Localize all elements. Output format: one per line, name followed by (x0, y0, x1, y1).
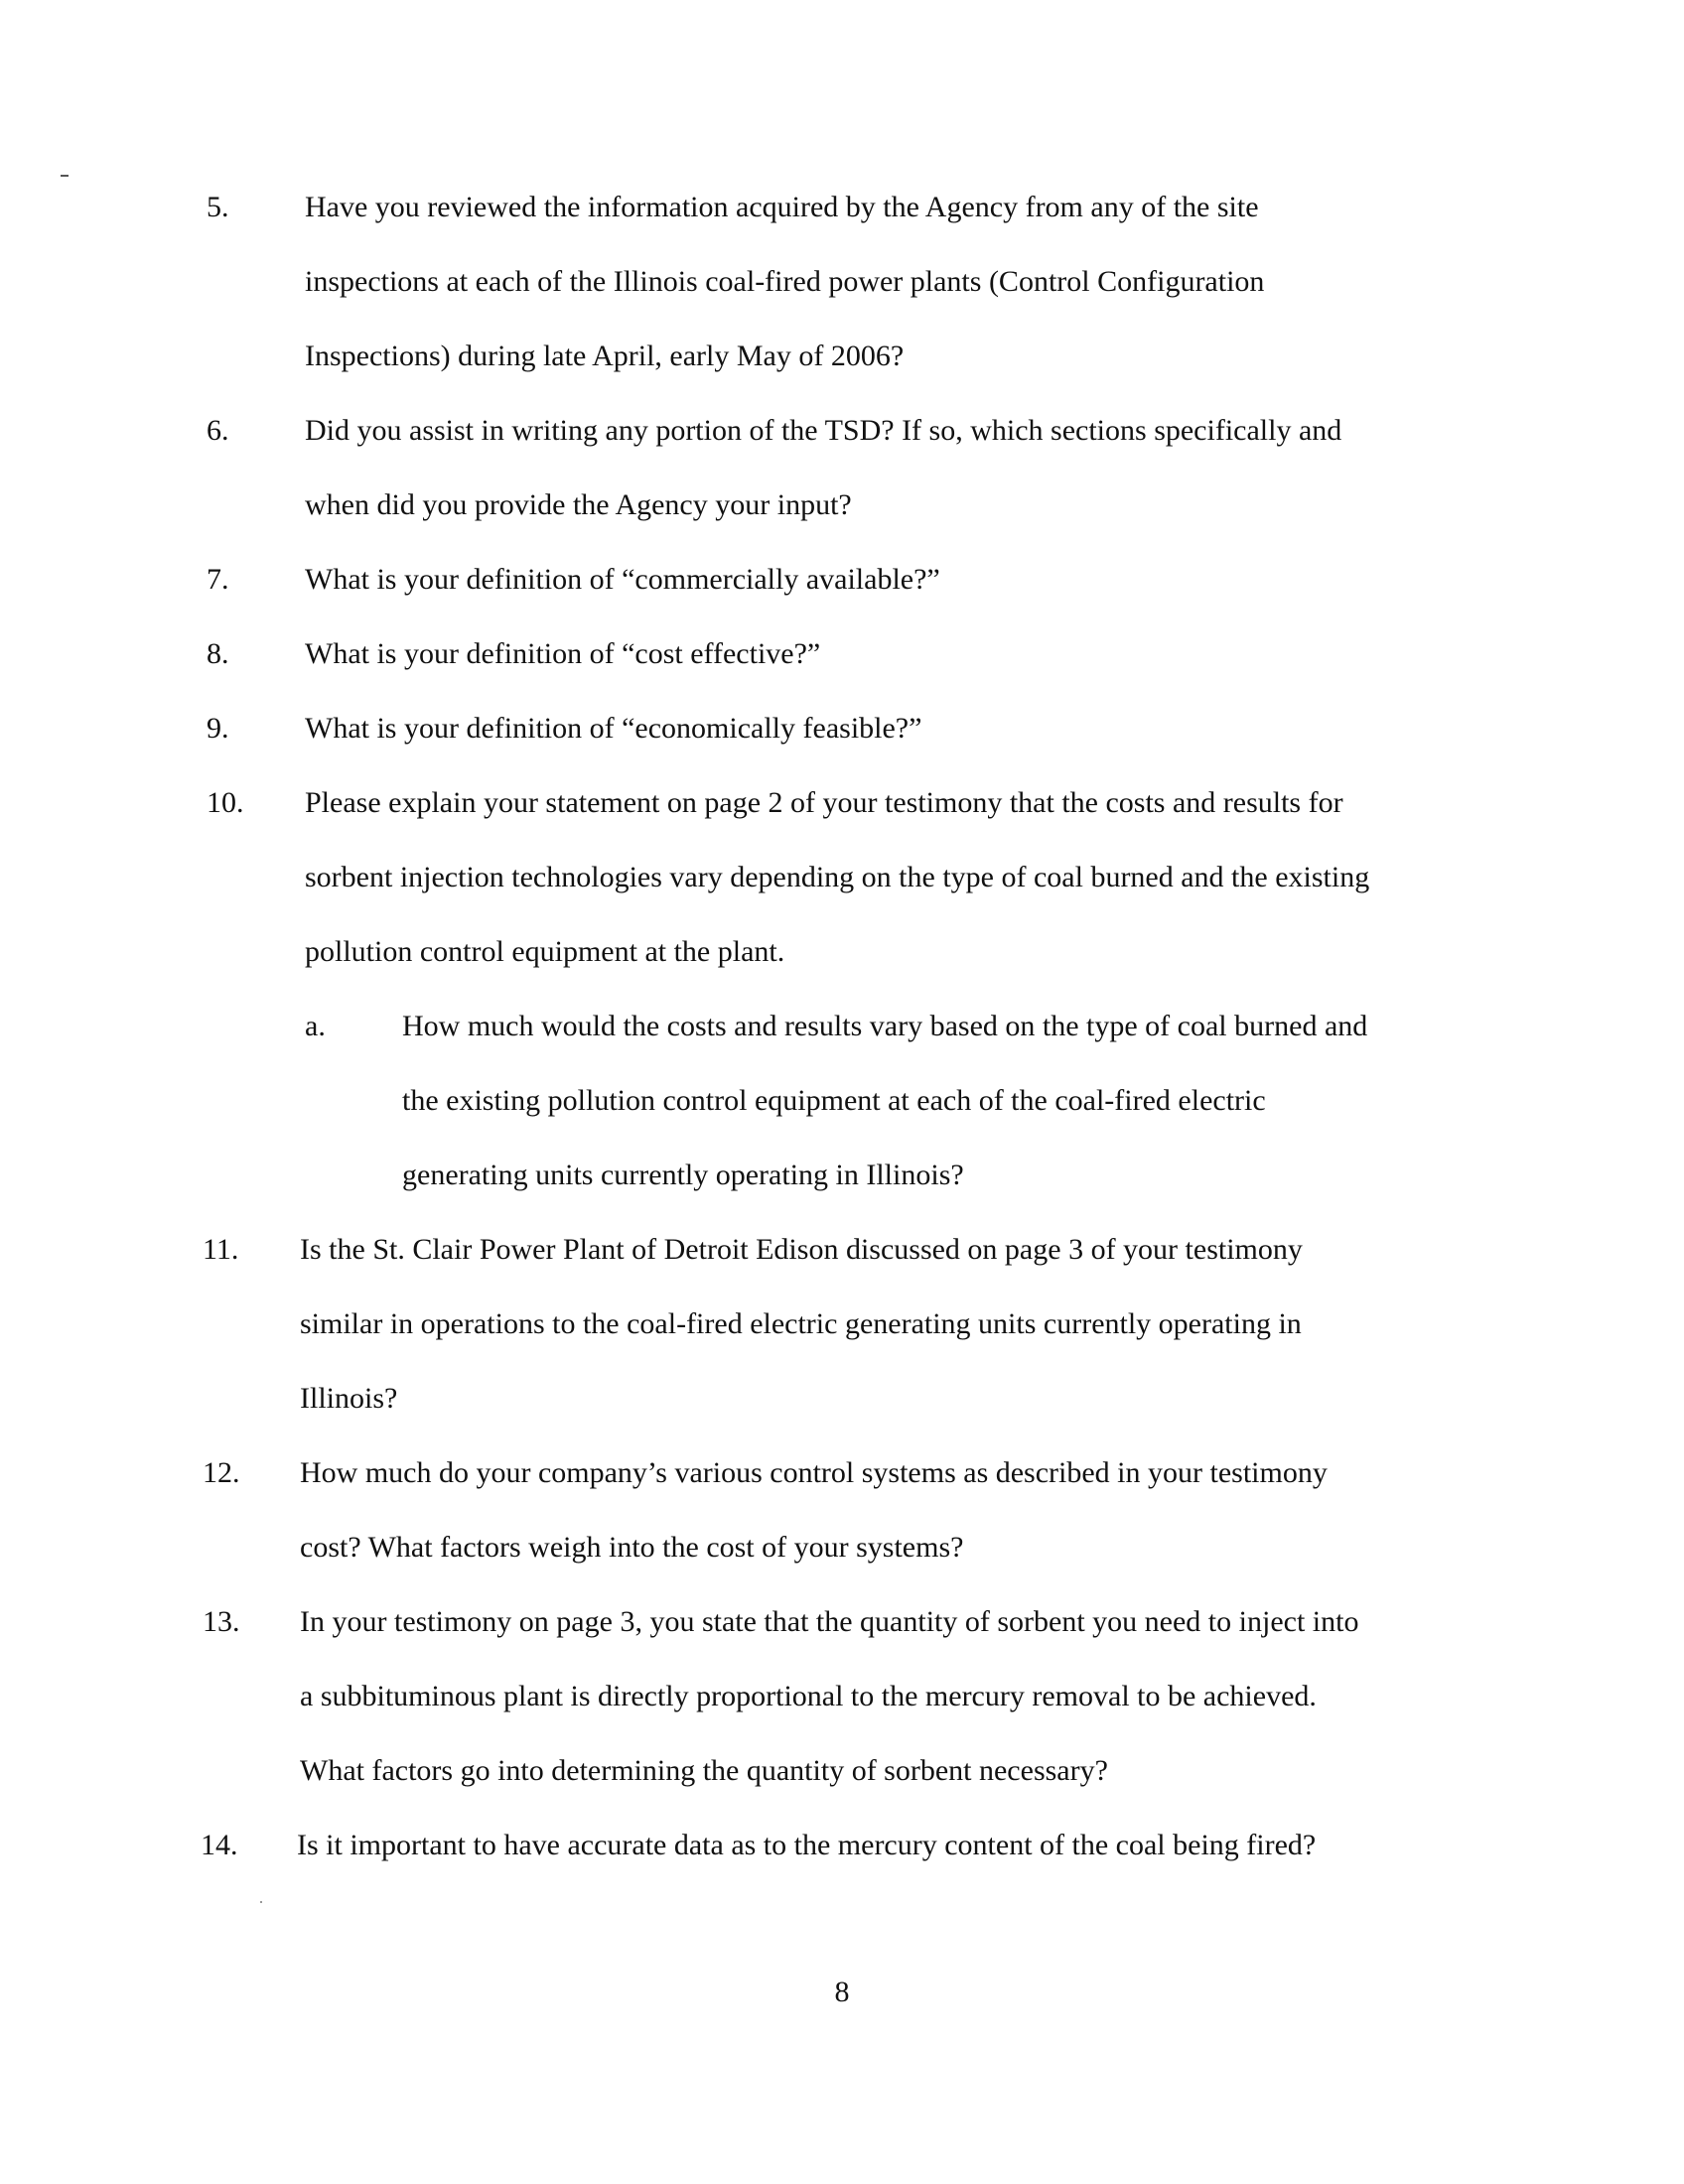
question-number: 8. (207, 637, 229, 670)
page-number: 8 (834, 1976, 850, 2008)
question-number: 12. (203, 1456, 240, 1489)
question-number: 11. (203, 1233, 239, 1266)
text-line: Have you reviewed the information acquired by the Agency from any of the site (305, 191, 1259, 223)
question-text (297, 1808, 1316, 1882)
sub-question-text (402, 989, 1367, 1212)
question-text (305, 542, 940, 616)
text-line: a subbituminous plant is directly proportional to the mercury removal to be achieved. (300, 1680, 1317, 1712)
text-line: What factors go into determining the quantity of sorbent necessary? (300, 1754, 1108, 1787)
question-number: 10. (207, 786, 244, 819)
text-line: Is the St. Clair Power Plant of Detroit Edison discussed on page 3 of your testimony (300, 1233, 1303, 1266)
text-line: Please explain your statement on page 2 of your testimony that the costs and results for (305, 786, 1343, 819)
text-line: What is your definition of “economically feasible?” (305, 712, 922, 745)
text-line: cost? What factors weigh into the cost of your systems? (300, 1531, 964, 1564)
question-text (300, 1212, 1303, 1435)
question-text (305, 765, 1369, 989)
text-line: Is it important to have accurate data as to the mercury content of the coal being fired? (297, 1829, 1317, 1861)
question-number: 7. (207, 563, 229, 596)
text-line: How much would the costs and results vary based on the type of coal burned and (402, 1010, 1368, 1042)
text-line: Inspections) during late April, early May of 2006? (305, 340, 905, 372)
question-text (305, 393, 1341, 542)
scan-mark (61, 175, 69, 177)
text-line: Illinois? (300, 1382, 398, 1415)
text-line: Did you assist in writing any portion of the TSD? If so, which sections specifically and (305, 414, 1342, 447)
question-text (305, 616, 820, 691)
text-line: inspections at each of the Illinois coal-fired power plants (Control Configuration (305, 265, 1265, 298)
question-text (305, 170, 1264, 393)
text-line: What is your definition of “cost effective?” (305, 637, 821, 670)
text-line: In your testimony on page 3, you state that the quantity of sorbent you need to inject into (300, 1605, 1359, 1638)
text-line: sorbent injection technologies vary depending on the type of coal burned and the existing (305, 861, 1370, 893)
text-line: the existing pollution control equipment at each of the coal-fired electric (402, 1084, 1266, 1117)
question-text (300, 1435, 1328, 1584)
text-line: when did you provide the Agency your input? (305, 488, 852, 521)
question-text (300, 1584, 1358, 1808)
question-number: 13. (203, 1605, 240, 1638)
text-line: How much do your company’s various control systems as described in your testimony (300, 1456, 1328, 1489)
text-line: similar in operations to the coal-fired electric generating units currently operating in (300, 1307, 1302, 1340)
question-number: 5. (207, 191, 229, 223)
text-line: pollution control equipment at the plant. (305, 935, 785, 968)
sub-question-letter: a. (305, 1010, 326, 1042)
question-number: 6. (207, 414, 229, 447)
question-text (305, 691, 921, 765)
text-line: generating units currently operating in Illinois? (402, 1159, 964, 1191)
scan-mark (260, 1901, 262, 1903)
question-number: 14. (201, 1829, 238, 1861)
text-line: What is your definition of “commercially available?” (305, 563, 940, 596)
question-number: 9. (207, 712, 229, 745)
